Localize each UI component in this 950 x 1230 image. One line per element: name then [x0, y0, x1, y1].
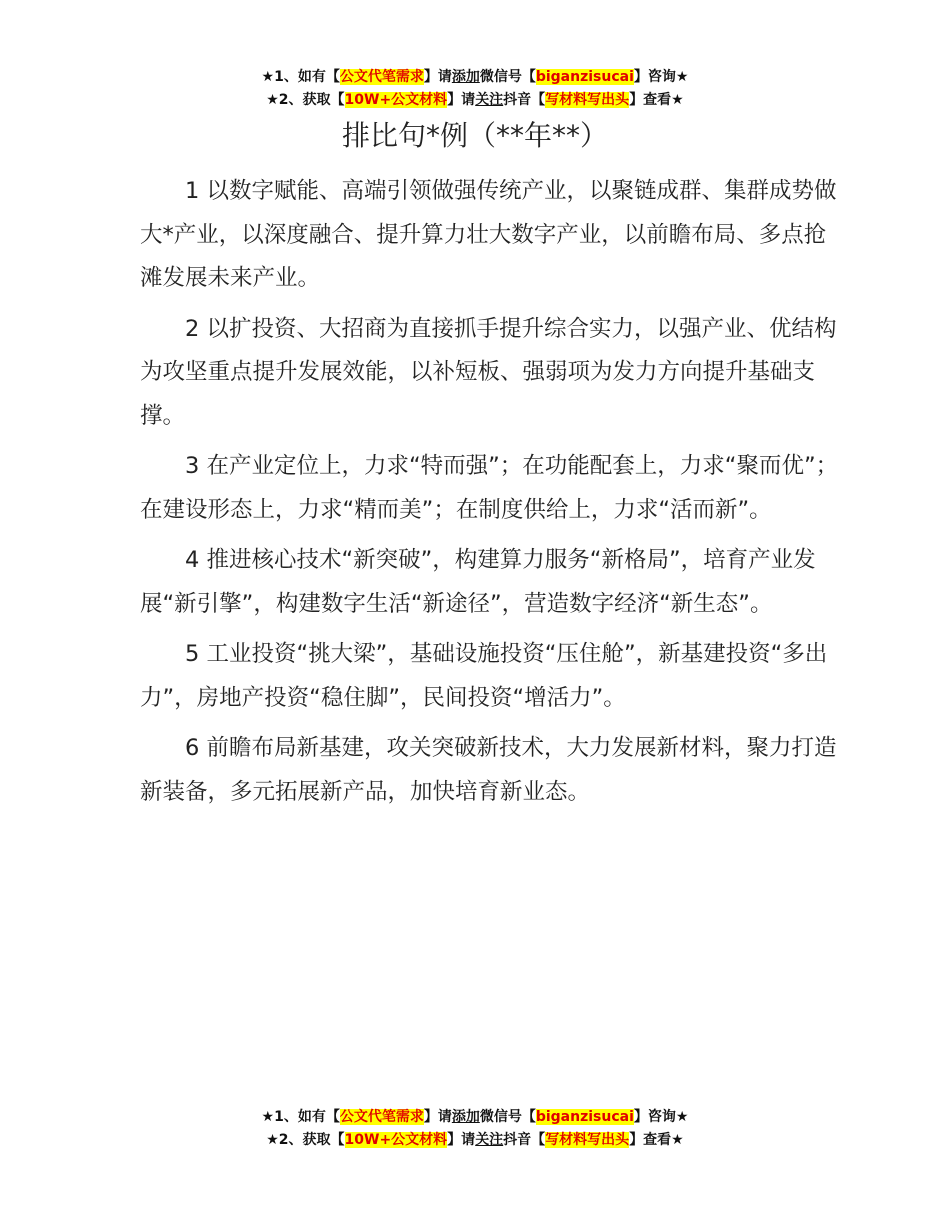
highlight-text: biganzisucai — [535, 1109, 634, 1125]
document-title: 排比句*例（**年**） — [341, 119, 608, 152]
paragraph: 2 以扩投资、大招商为直接抓手提升综合实力，以强产业、优结构为攻坚重点提升发展效能，以补短板、强弱项为发力方向提升基础支撑。 — [140, 315, 837, 429]
banner-line-1: ★1、如有【公文代笔需求】请添加微信号【biganzisucai】咨询★ — [261, 1109, 689, 1125]
paragraph: 6 前瞻布局新基建，攻关突破新技术，大力发展新材料，聚力打造新装备，多元拓展新产品，加快培育新业态。 — [140, 735, 837, 805]
banner-line-2: ★2、获取【10W+公文材料】请关注抖音【写材料写出头】查看★ — [266, 92, 684, 108]
highlight-text: 10W+公文材料 — [344, 92, 448, 108]
paragraph: 1 以数字赋能、高端引领做强传统产业，以聚链成群、集群成势做大*产业，以深度融合、提升算力壮大数字产业，以前瞻布局、多点抢滩发展未来产业。 — [140, 178, 837, 291]
highlight-text: biganzisucai — [535, 69, 634, 85]
highlight-text: 写材料写出头 — [545, 1132, 630, 1148]
highlight-text: 公文代笔需求 — [339, 69, 424, 85]
paragraph: 3 在产业定位上，力求“特而强”；在功能配套上，力求“聚而优”；在建设形态上，力求“精而美”；在制度供给上，力求“活而新”。 — [140, 453, 839, 523]
footer-banner — [0, 1106, 950, 1152]
paragraph: 4 推进核心技术“新突破”，构建算力服务“新格局”，培育产业发展“新引擎”，构建数字生活“新途径”，营造数字经济“新生态”。 — [140, 547, 816, 617]
document-body — [140, 170, 840, 821]
paragraph: 5 工业投资“挑大梁”，基础设施投资“压住舱”，新基建投资“多出力”，房地产投资“稳住脚”，民间投资“增活力”。 — [140, 641, 828, 711]
highlight-text: 写材料写出头 — [545, 92, 630, 108]
banner-line-2: ★2、获取【10W+公文材料】请关注抖音【写材料写出头】查看★ — [266, 1132, 684, 1148]
header-banner — [0, 66, 950, 112]
banner-line-1: ★1、如有【公文代笔需求】请添加微信号【biganzisucai】咨询★ — [261, 69, 689, 85]
highlight-text: 10W+公文材料 — [344, 1132, 448, 1148]
highlight-text: 公文代笔需求 — [339, 1109, 424, 1125]
